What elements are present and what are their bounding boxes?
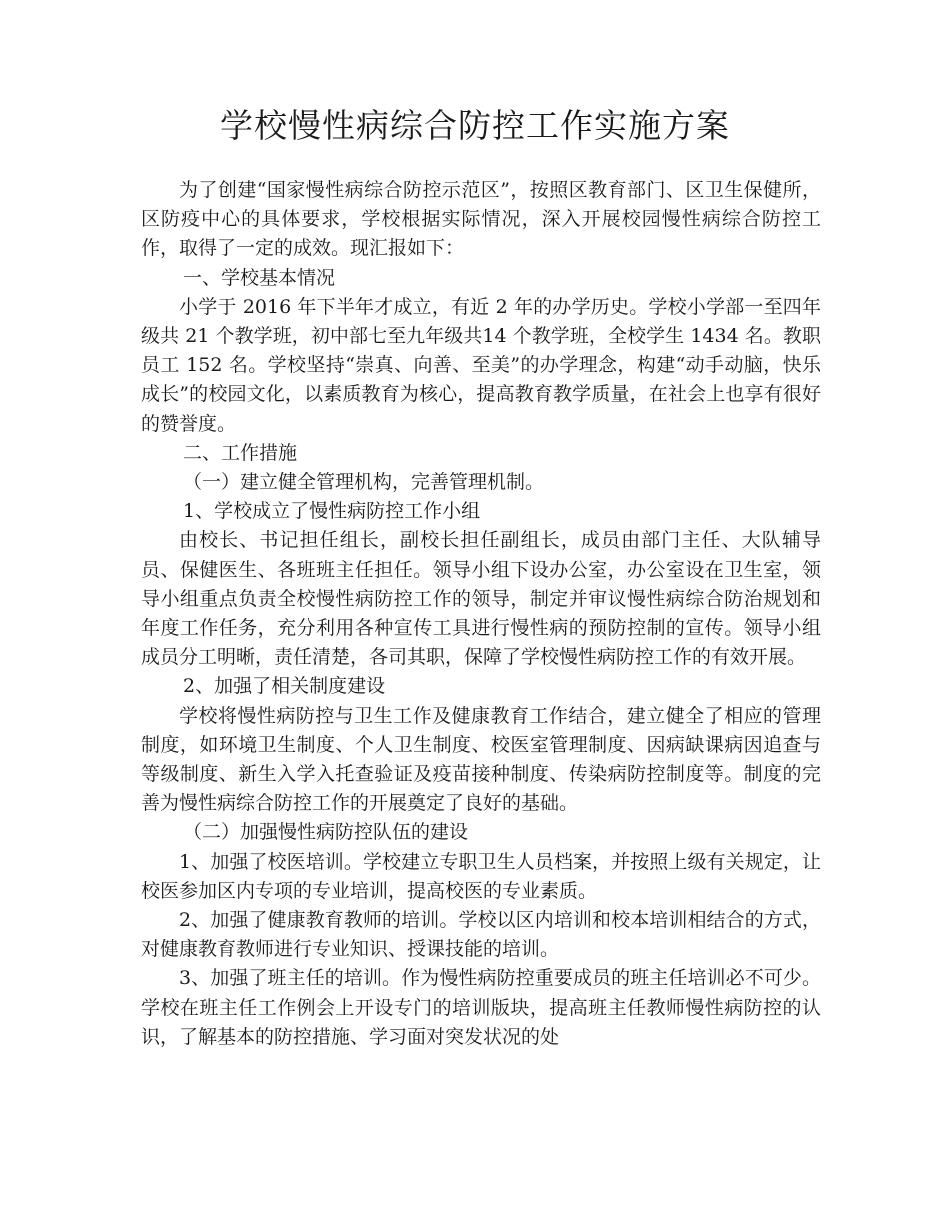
item-heading-system-building: 2、加强了相关制度建设 <box>183 675 386 698</box>
system-building-paragraph: 学校将慢性病防控与卫生工作及健康教育工作结合，建立健全了相应的管理制度，如环境卫生制度、个人卫生制度、校医室管理制度、因病缺课病因追查与等级制度、新生入学入托查验证及疫苗接种制度、传染病防控制度等。制度的完善为慢性病综合防控工作的开展奠定了良好的基础。 <box>141 704 821 815</box>
document-body <box>141 176 821 1052</box>
section-heading-basic-info: 一、学校基本情况 <box>183 266 336 289</box>
subsection-heading-team: （二）加强慢性病防控队伍的建设 <box>183 821 469 844</box>
section-heading-measures: 二、工作措施 <box>183 441 298 464</box>
doctor-training-paragraph: 1、加强了校医培训。学校建立专职卫生人员档案，并按照上级有关规定，让校医参加区内专项的专业培训，提高校医的专业素质。 <box>141 850 821 902</box>
subsection-heading-management: （一）建立健全管理机构，完善管理机制。 <box>183 471 545 494</box>
teacher-training-paragraph: 2、加强了健康教育教师的培训。学校以区内培训和校本培训相结合的方式，对健康教育教师进行专业知识、授课技能的培训。 <box>141 909 821 961</box>
intro-paragraph: 为了创建“国家慢性病综合防控示范区”，按照区教育部门、区卫生保健所，区防疫中心的具体要求，学校根据实际情况，深入开展校园慢性病综合防控工作，取得了一定的成效。现汇报如下： <box>141 179 821 260</box>
basic-info-paragraph: 小学于 2016 年下半年才成立，有近 2 年的办学历史。学校小学部一至四年级共 21 个教学班，初中部七至九年级共14 个教学班，全校学生 1434 名。教职员工 152 名。学校坚持“崇真、向善、至美”的办学理念，构建“动手动脑，快乐成长”的校园文化，以素质教育为核心，提高教育教学质量，在社会上也享有很好的赞誉度。 <box>141 295 821 435</box>
head-teacher-training-paragraph: 3、加强了班主任的培训。作为慢性病防控重要成员的班主任培训必不可少。学校在班主任工作例会上开设专门的培训版块，提高班主任教师慢性病防控的认识，了解基本的防控措施、学习面对突发状况的处 <box>141 967 821 1048</box>
document-title: 学校慢性病综合防控工作实施方案 <box>220 106 730 145</box>
working-group-paragraph: 由校长、书记担任组长，副校长担任副组长，成员由部门主任、大队辅导员、保健医生、各班班主任担任。领导小组下设办公室，办公室设在卫生室，领导小组重点负责全校慢性病防控工作的领导，制定并审议慢性病综合防治规划和年度工作任务，充分利用各种宣传工具进行慢性病的预防控制的宣传。领导小组成员分工明晰，责任清楚，各司其职，保障了学校慢性病防控工作的有效开展。 <box>141 529 821 669</box>
item-heading-working-group: 1、学校成立了慢性病防控工作小组 <box>183 500 481 523</box>
